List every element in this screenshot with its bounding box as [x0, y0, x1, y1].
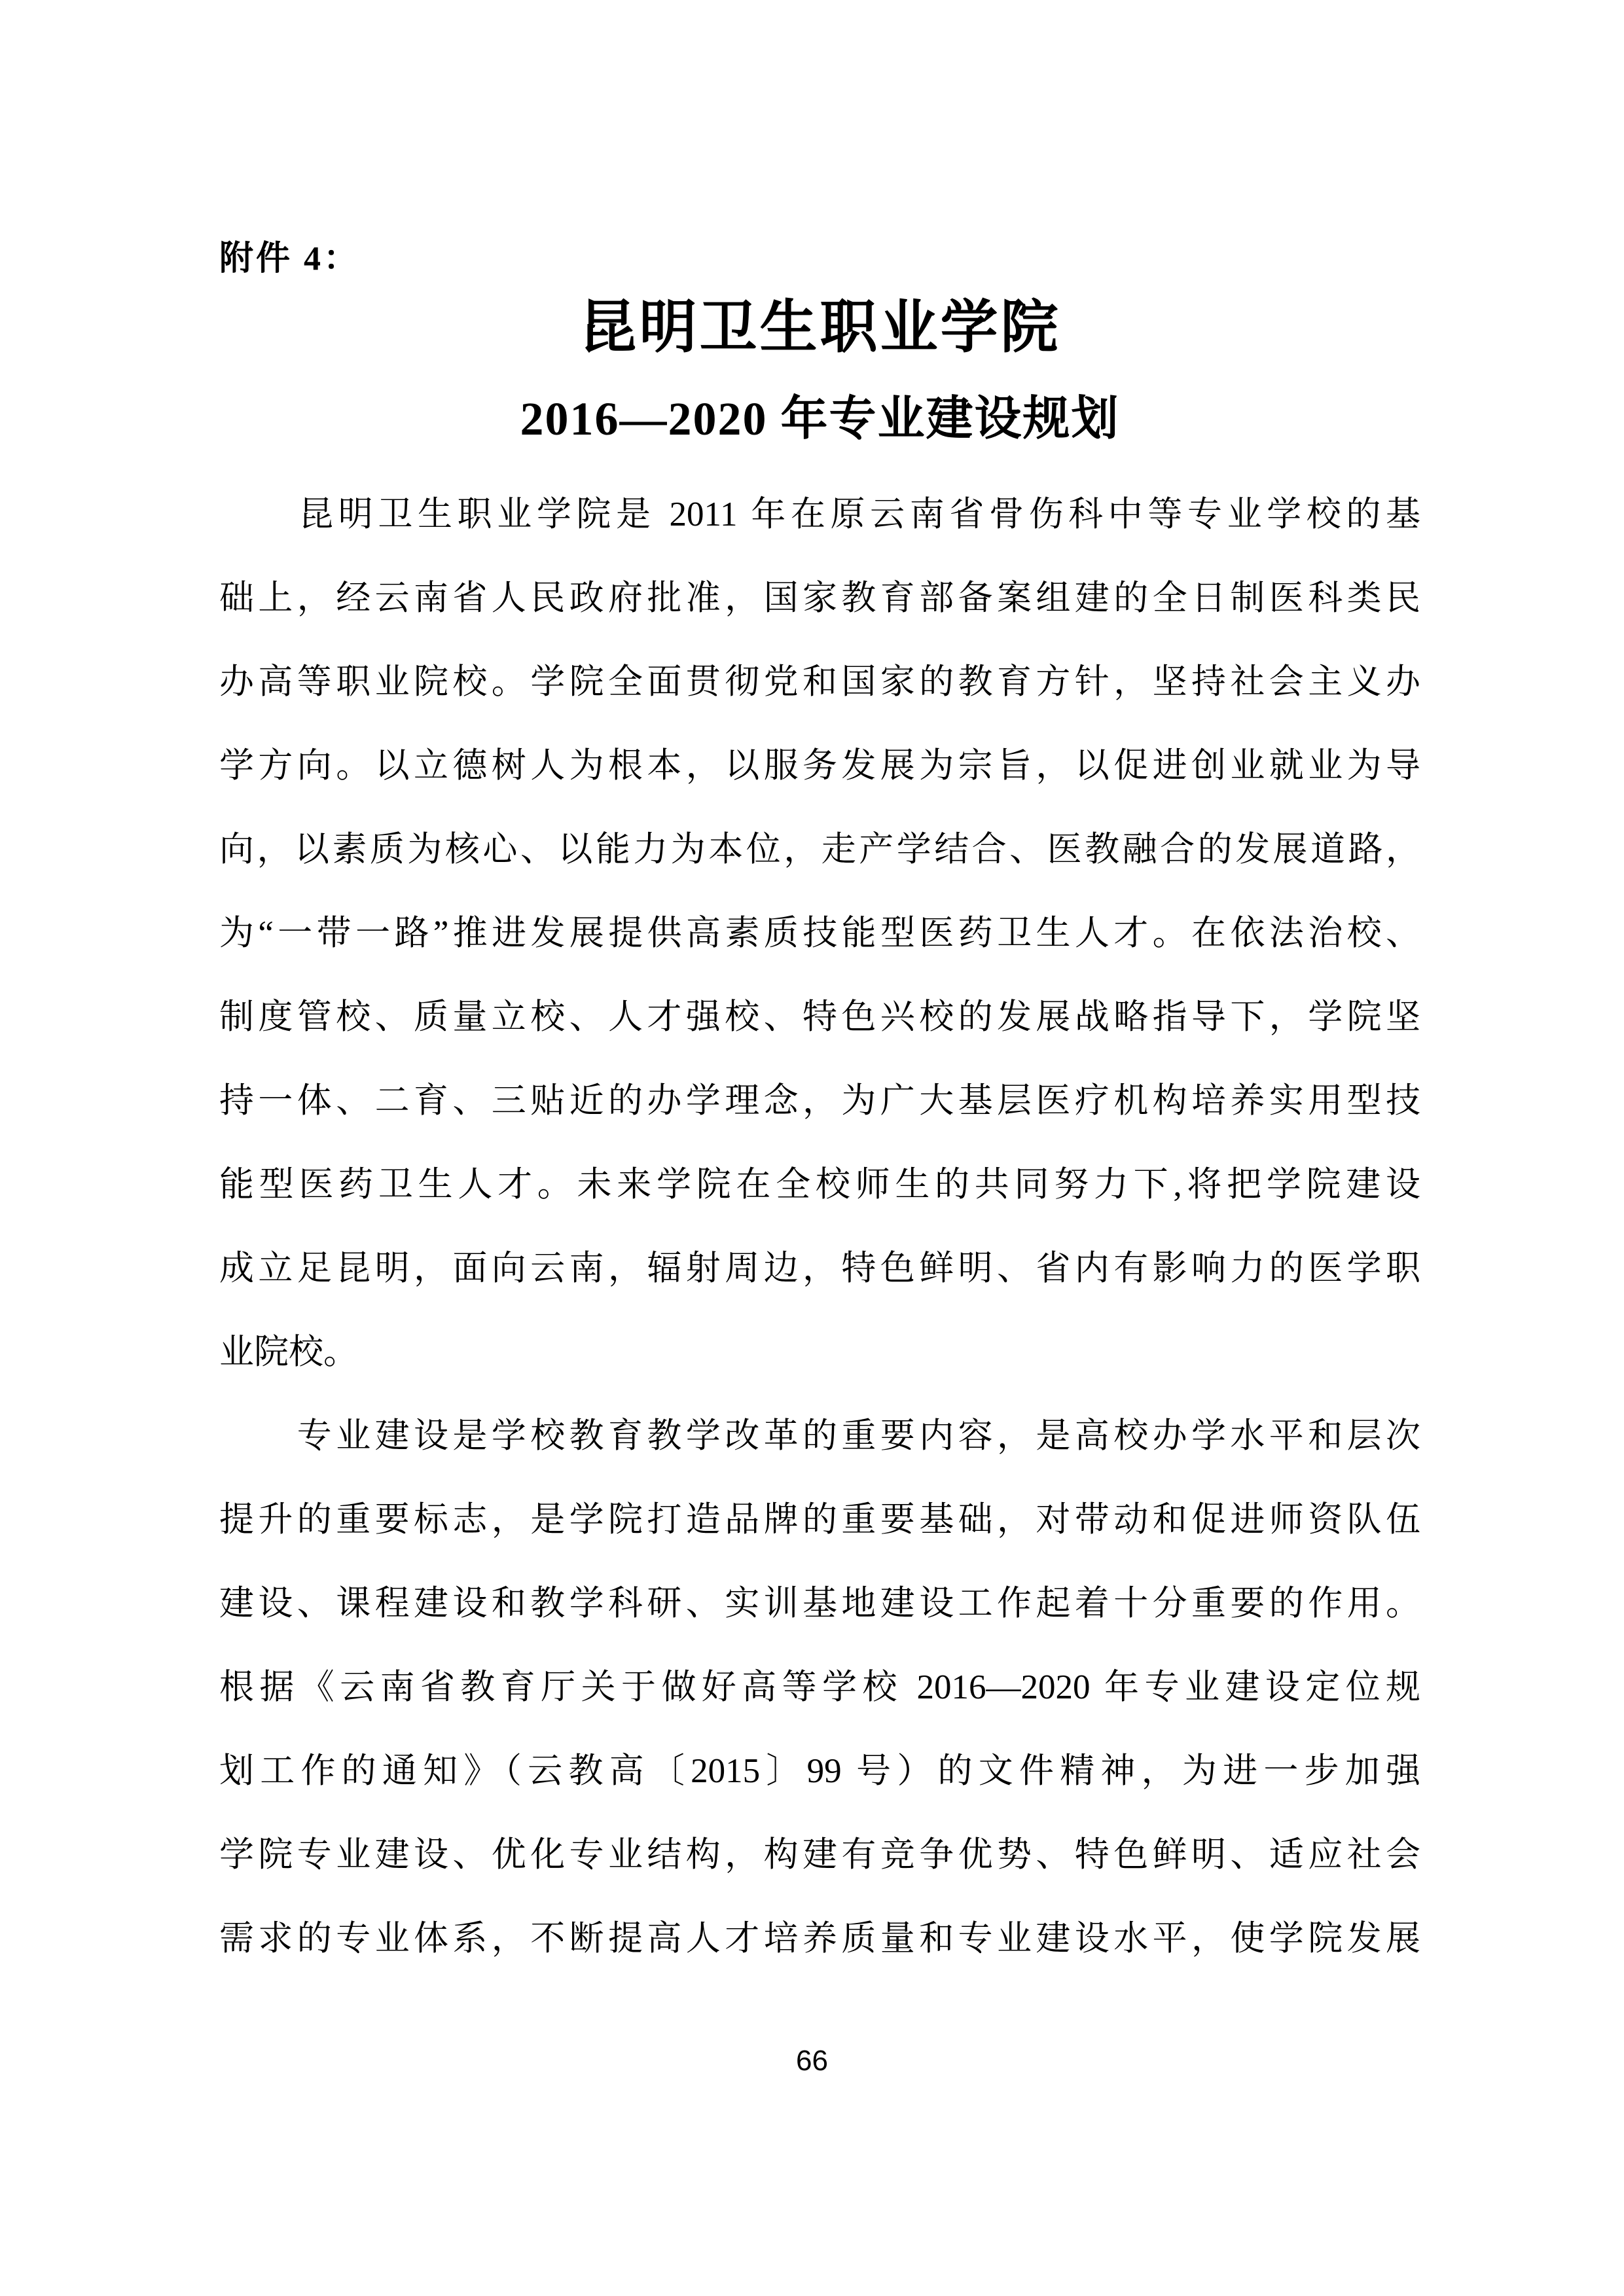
body-line: 划工作的通知》（云教高〔2015〕99 号）的文件精神，为进一步加强	[219, 1752, 1420, 1790]
document-title: 昆明卫生职业学院	[579, 296, 1061, 360]
body-line: 持一体、二育、三贴近的办学理念，为广大基层医疗机构培养实用型技	[219, 1082, 1420, 1120]
document-body	[219, 473, 1420, 1981]
paragraph-1	[219, 473, 1420, 1394]
page-number: 66	[796, 2045, 828, 2077]
body-line: 需求的专业体系，不断提高人才培养质量和专业建设水平，使学院发展	[219, 1920, 1420, 1958]
body-line: 学方向。以立德树人为根本，以服务发展为宗旨，以促进创业就业为导	[219, 747, 1420, 785]
body-line: 建设、课程建设和教学科研、实训基地建设工作起着十分重要的作用。	[219, 1585, 1420, 1623]
body-line: 础上，经云南省人民政府批准，国家教育部备案组建的全日制医科类民	[219, 579, 1420, 617]
body-line: 提升的重要标志，是学院打造品牌的重要基础，对带动和促进师资队伍	[219, 1501, 1420, 1539]
paragraph-2	[219, 1394, 1420, 1981]
body-line: 能型医药卫生人才。未来学院在全校师生的共同努力下,将把学院建设	[219, 1166, 1420, 1204]
body-line: 向，以素质为核心、以能力为本位，走产学结合、医教融合的发展道路，	[219, 831, 1420, 869]
body-line: 成立足昆明，面向云南，辐射周边，特色鲜明、省内有影响力的医学职	[219, 1249, 1420, 1287]
body-line: 办高等职业院校。学院全面贯彻党和国家的教育方针，坚持社会主义办	[219, 663, 1420, 701]
body-line: 昆明卫生职业学院是 2011 年在原云南省骨伤科中等专业学校的基	[219, 495, 1420, 533]
attachment-label: 附件 4：	[219, 240, 361, 278]
body-line: 为“一带一路”推进发展提供高素质技能型医药卫生人才。在依法治校、	[219, 914, 1420, 952]
body-line: 根据《云南省教育厅关于做好高等学校 2016—2020 年专业建设定位规	[219, 1668, 1420, 1706]
body-line: 专业建设是学校教育教学改革的重要内容，是高校办学水平和层次	[219, 1417, 1420, 1455]
body-line: 学院专业建设、优化专业结构，构建有竞争优势、特色鲜明、适应社会	[219, 1836, 1420, 1874]
body-line: 业院校。	[219, 1333, 358, 1371]
body-line: 制度管校、质量立校、人才强校、特色兴校的发展战略指导下，学院坚	[219, 998, 1420, 1036]
document-subtitle: 2016—2020 年专业建设规划	[520, 393, 1120, 445]
